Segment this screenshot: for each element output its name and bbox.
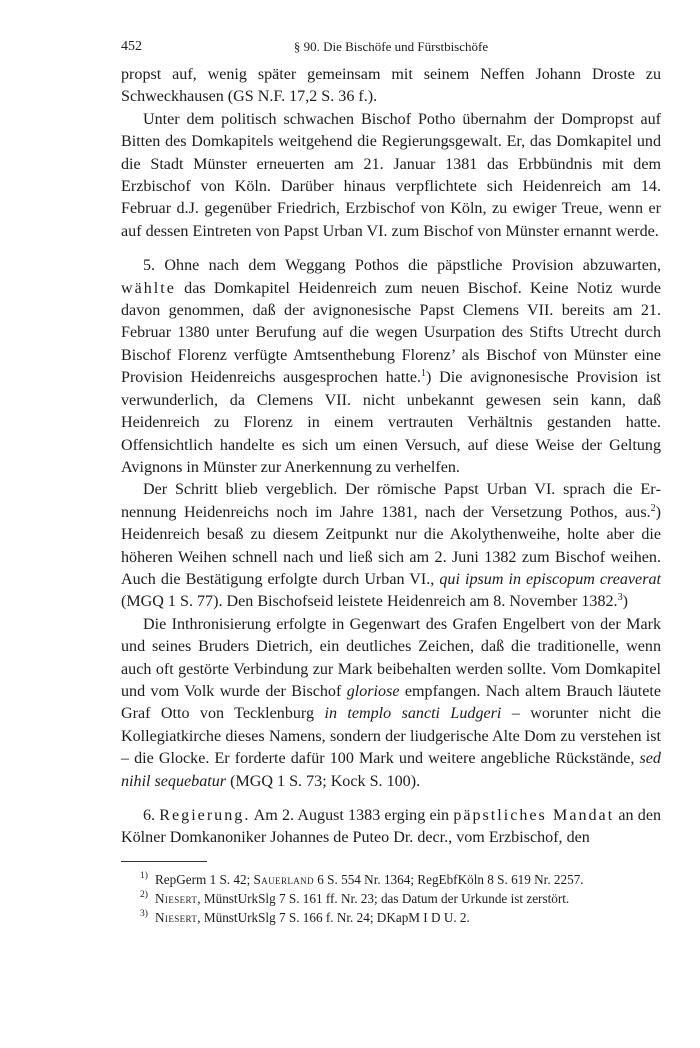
footnote-rule <box>121 861 207 862</box>
footnote-2: 2) Niesert, MünstUrkSlg 7 S. 161 ff. Nr. 23; das Datum der Urkunde ist zerstört. <box>140 890 570 906</box>
paragraph-1: propst auf, wenig später gemeinsam mit seinem Neffen Johann Droste zu Schweckhausen (GS N.F. 17,2 S. 36 f.). <box>121 66 661 106</box>
paragraph-3-section-5: 5. Ohne nach dem Weggang Pothos die päpstliche Provision abzuwarten, wählte das Domkapitel Heidenreich zum neuen Bischof. Keine Notiz wurde davon genommen, daß der avignonesische Papst Clemens VII. bereits am 21. Februar 1380 unter Berufung auf die wegen Usurpation des Stifts Utrecht durch Bischof Florenz verfügte Amtsenthebung Florenz’ als Bischof von Münster eine Provision Heidenreichs ausgesprochen hatte.$^1$) Die avignonesische Provision ist verwunderlich, da Clemens VII. nicht unbekannt gewesen sein kann, daß Heidenreich zu Florenz in einem vertrauten Verhältnis gestanden hatte. Offensichtlich handelte es sich um einen Versuch, auf diese Weise der Geltung Avignons in Münster zur Anerkennung zu verhelfen. <box>121 257 661 476</box>
footnote-ref-3: 3 <box>617 592 623 604</box>
author-name: Niesert <box>155 891 198 906</box>
footnote-3: 3) Niesert, MünstUrkSlg 7 S. 166 f. Nr. 24; DKapM I D U. 2. <box>140 909 470 925</box>
author-name: Sauerland <box>253 872 314 887</box>
latin-word: gloriose <box>346 682 400 700</box>
paragraph-4: Der Schritt blieb vergeblich. Der römische Papst Urban VI. sprach die Ernennung Heidenreichs noch im Jahre 1381, nach der Versetzung Pothos, aus.$^2$) Heidenreich besaß zu diesem Zeitpunkt nur die Akolythenweihe, holte aber die höheren Weihen schnell nach und ließ sich am 2. Juni 1382 zum Bischof weihen. Auch die Bestätigung erfolgte durch Urban VI., qui ipsum in episcopum creaverat (MGQ 1 S. 77). Den Bischofseid leistete Heidenreich am 8. November 1382.$^3$) <box>121 481 661 611</box>
section-heading: Regierung. <box>159 807 251 824</box>
latin-phrase: in templo sancti Ludgeri <box>324 705 502 723</box>
paragraph-2: Unter dem politisch schwachen Bischof Potho übernahm der Dompropst auf Bitten des Domkapitels weitgehend die Regierungsgewalt. Er, das Domkapitel und die Stadt Münster erneuerten am 21. Januar 1381 das Erbbündnis mit dem Erzbischof von Köln. Darüber hinaus verpflichtete sich Heidenreich am 14. Februar d.J. gegenüber Friedrich, Erzbischof von Köln, zu ewiger Treue, wenn er auf dessen Eintreten von Papst Urban VI. zum Bischof von Münster ernannt werde. <box>121 110 661 240</box>
running-head: § 90. Die Bischöfe und Fürstbischöfe <box>293 39 489 54</box>
spaced-word: wählte <box>121 279 176 297</box>
author-name: Niesert <box>155 910 198 925</box>
footnote-1: 1) RepGerm 1 S. 42; Sauerland 6 S. 554 Nr. 1364; RegEbfKöln 8 S. 619 Nr. 2257. <box>140 871 584 887</box>
paragraph-5: Die Inthronisierung erfolgte in Gegenwart des Grafen Engelbert von der Mark und seines Bruders Dietrich, ein deutliches Zeichen, daß die traditionelle, wenn auch oft gestörte Verbindung zur Mark beibehalten werden sollte. Vom Domkapitel und vom Volk wurde der Bischof gloriose empfangen. Nach altem Brauch läutete Graf Otto von Tecklenburg in templo sancti Ludgeri – worunter nicht die Kollegiatkirche dieses Namens, sondern der liudgerische Alte Dom zu verstehen ist – die Glocke. Er forderte dafür 100 Mark und weitere angebliche Rückstände, sed nihil sequebatur (MGQ 1 S. 73; Kock S. 100). <box>121 615 661 790</box>
page-header <box>121 36 661 58</box>
footnote-ref-2: 2 <box>650 502 656 514</box>
latin-phrase: sed nihil sequebatur <box>121 750 661 790</box>
footnotes <box>140 870 665 927</box>
spaced-phrase: päpstliches Mandat <box>453 807 615 824</box>
paragraph-6-section-6: 6. Regierung. Am 2. August 1383 erging ein päpstliches Mandat an den Kölner Domkanoniker Johannes de Puteo Dr. decr., vom Erzbischof, den <box>121 807 662 847</box>
latin-quote: qui ipsum in episcopum creaverat <box>439 570 661 588</box>
main-text <box>121 64 661 850</box>
page-number: 452 <box>121 39 142 54</box>
footnote-ref-1: 1 <box>421 368 427 380</box>
